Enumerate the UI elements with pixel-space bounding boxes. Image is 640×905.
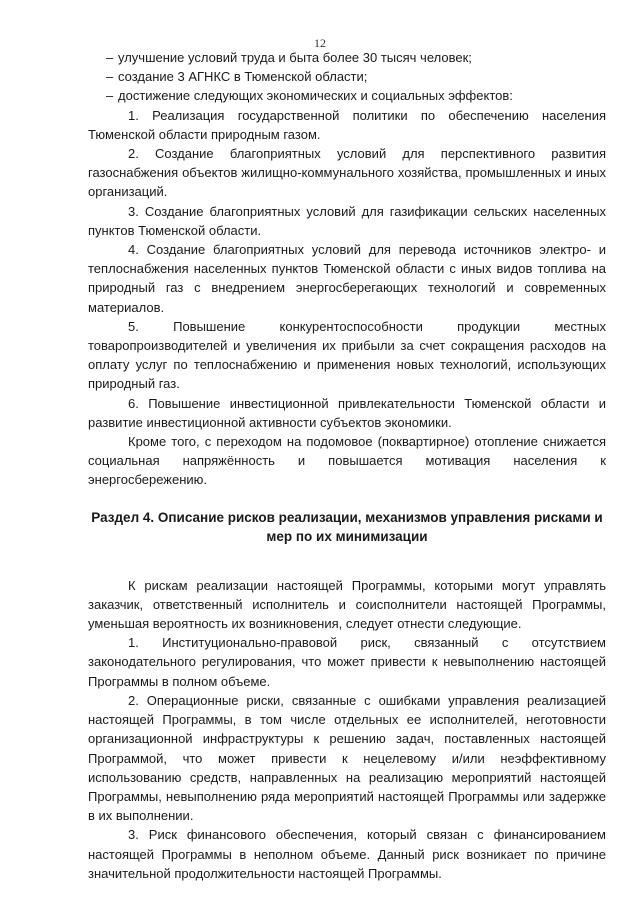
page-number: 12 — [314, 36, 326, 50]
effect-paragraph: 2. Создание благоприятных условий для перспективного развития газоснабжения объектов жилищно-коммунального хозяйства, промышленных и иных организаций. — [88, 146, 606, 200]
dash-marker: – — [106, 88, 114, 104]
effect-paragraph: 6. Повышение инвестиционной привлекательности Тюменской области и развитие инвестиционной активности субъектов экономики. — [88, 395, 606, 430]
risk-paragraph: 2. Операционные риски, связанные с ошибками управления реализацией настоящей Программы, в том числе отдельных ее исполнителей, неготовности организационной инфраструктуры к решению задач, поставленных настоящей Программой, что может привести к нецелевому и/или неэффективному использованию средств, направленных на реализацию мероприятий настоящей Программы, невыполнению ряда мероприятий настоящей Программы или задержке в их выполнении. — [88, 692, 606, 824]
bullet-text: создание 3 АГНКС в Тюменской области; — [118, 69, 368, 85]
risk-paragraph: 3. Риск финансового обеспечения, который связан с финансированием настоящей Программы в неполном объеме. Данный риск возникает по причине значительной продолжительности настоящей Программы. — [88, 827, 606, 881]
page-content — [88, 48, 606, 883]
bullet-item — [88, 67, 606, 86]
risk-paragraph: 1. Институционально-правовой риск, связанный с отсутствием законодательного регулирования, что может привести к невыполнению настоящей Программы в полном объеме. — [88, 635, 606, 689]
bullet-text: улучшение условий труда и быта более 30 тысяч человек; — [118, 50, 472, 65]
effect-paragraph: 3. Создание благоприятных условий для газификации сельских населенных пунктов Тюменской области. — [88, 203, 606, 238]
risk-paragraph: К рискам реализации настоящей Программы, которыми могут управлять заказчик, ответственный исполнитель и соисполнители настоящей Программы, уменьшая вероятность их возникновения, следует отнести следующие. — [88, 577, 606, 632]
bullet-item — [88, 86, 606, 105]
dash-marker: – — [106, 50, 114, 65]
effect-paragraph: 4. Создание благоприятных условий для перевода источников электро- и теплоснабжения населенных пунктов Тюменской области с иных видов топлива на природный газ с внедрением энергосберегающих технологий и современных материалов. — [88, 242, 606, 315]
effect-paragraph: 5. Повышение конкурентоспособности продукции местных товаропроизводителей и увеличения их прибыли за счет сокращения расходов на оплату услуг по теплоснабжению и применения новых технологий, использующих природный газ. — [88, 318, 606, 392]
dash-marker: – — [106, 69, 114, 85]
effect-paragraph: Кроме того, с переходом на подомовое (поквартирное) отопление снижается социальная напряжённость и повышается мотивация населения к энергосбережению. — [88, 434, 606, 488]
bullet-text: достижение следующих экономических и социальных эффектов: — [118, 88, 513, 104]
effect-paragraph: 1. Реализация государственной политики по обеспечению населения Тюменской области природным газом. — [88, 107, 606, 142]
section-title: Раздел 4. Описание рисков реализации, механизмов управления рисками и мер по их минимизации — [91, 509, 603, 544]
bullet-item — [88, 48, 606, 67]
